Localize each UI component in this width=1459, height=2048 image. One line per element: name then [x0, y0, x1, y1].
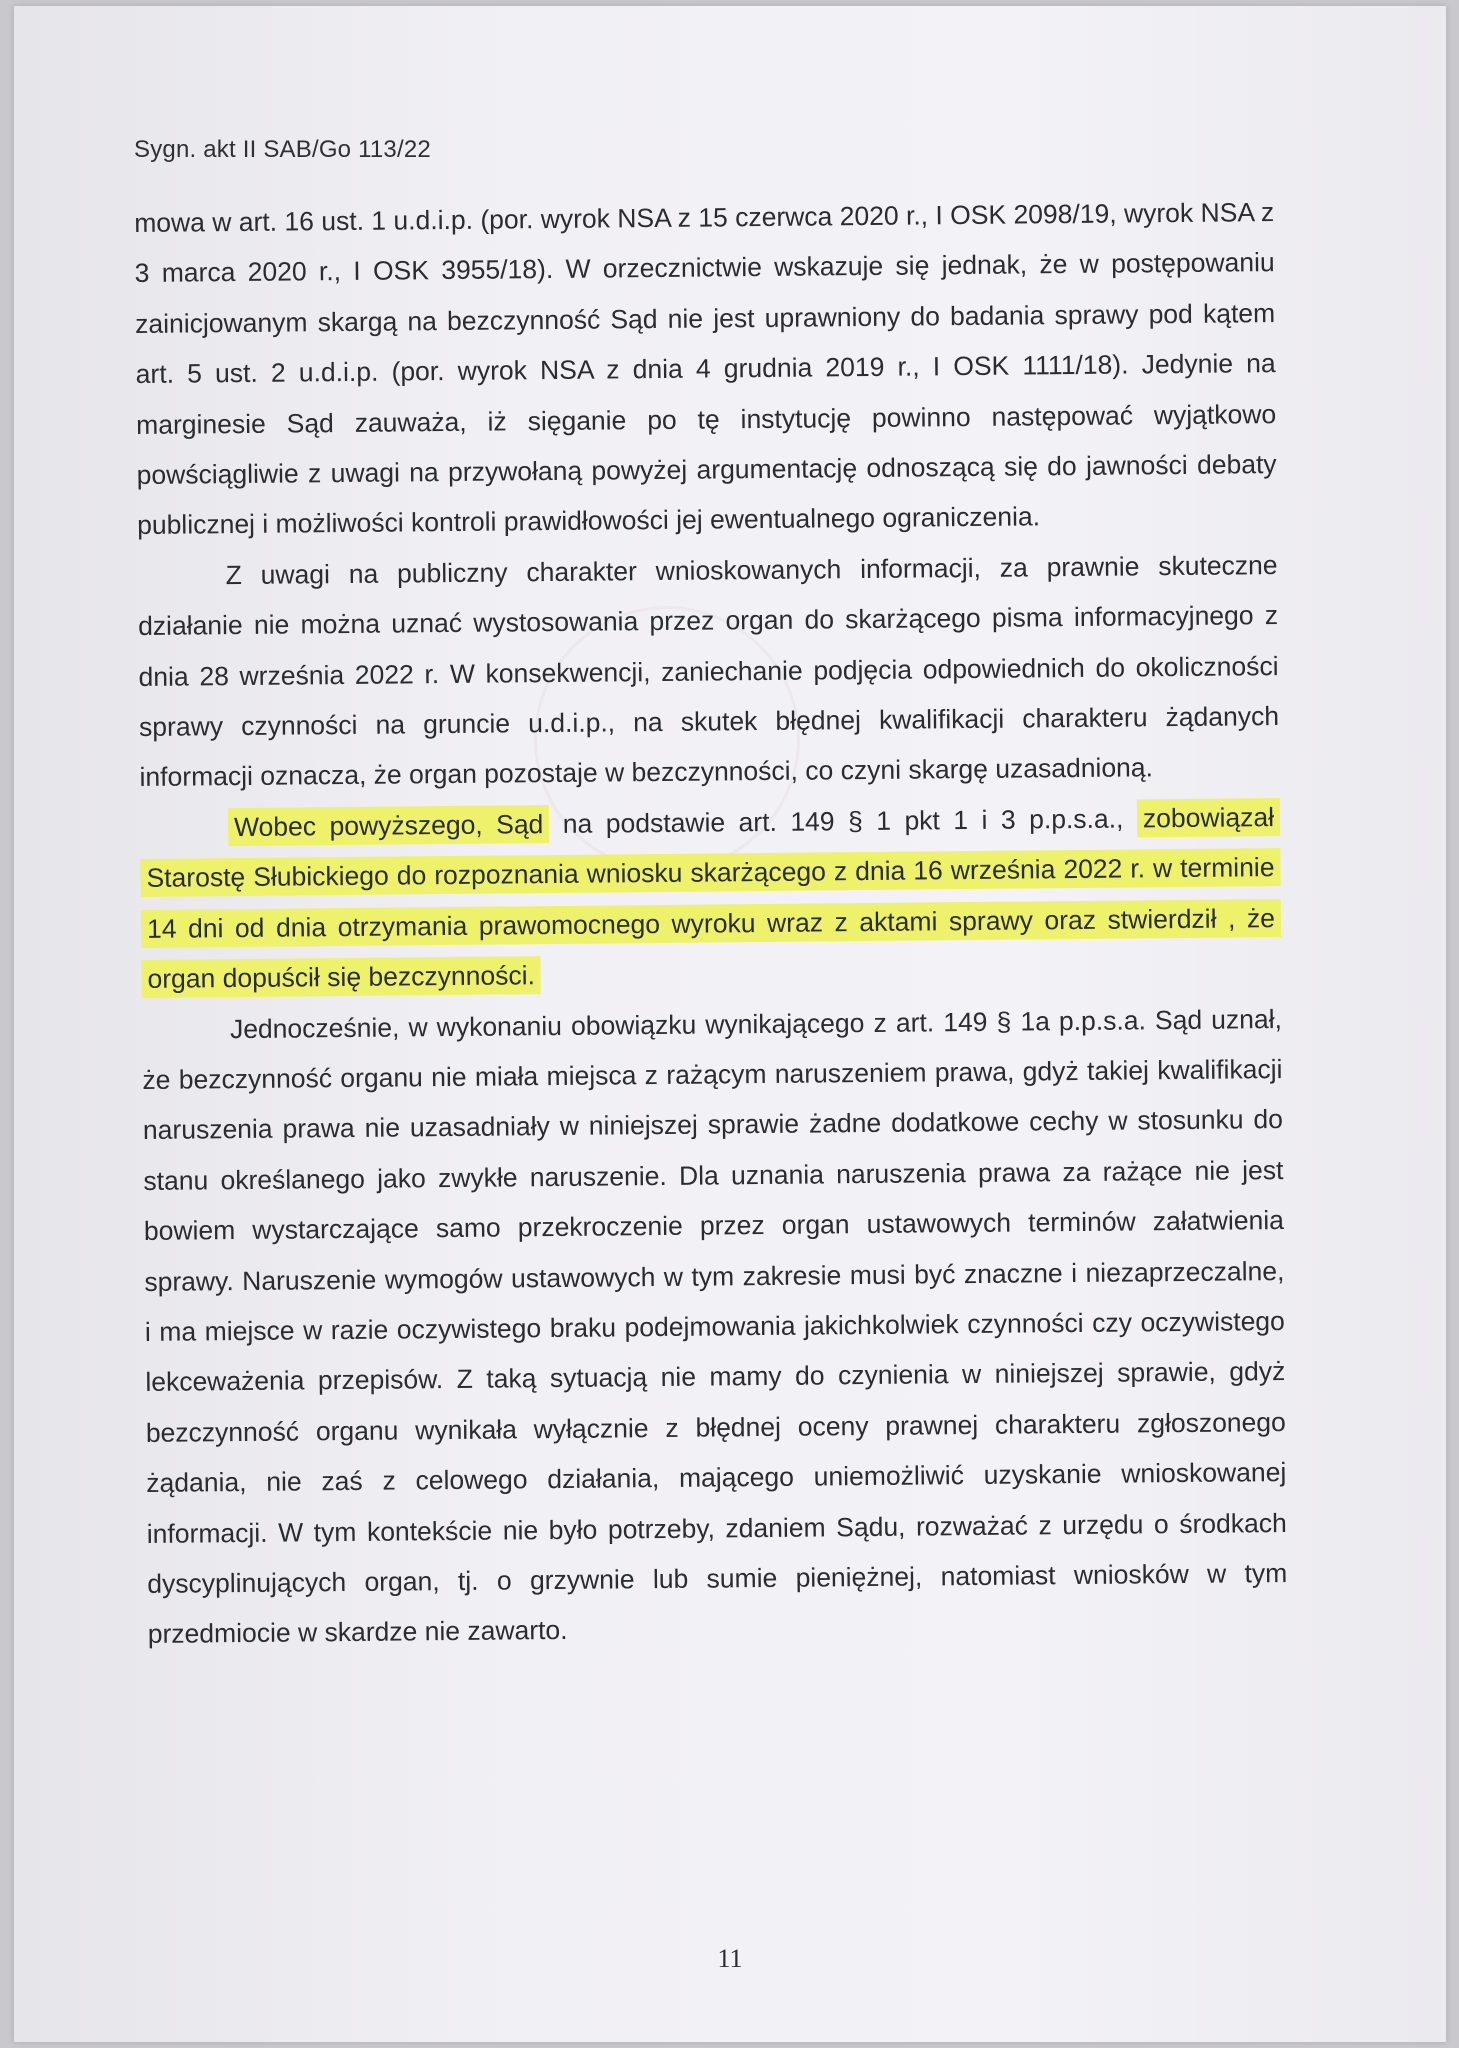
paragraph-3-highlighted	[140, 792, 1282, 1005]
document-page	[14, 6, 1446, 2042]
paragraph-4: Jednocześnie, w wykonaniu obowiązku wynikającego z art. 149 § 1a p.p.s.a. Sąd uznał, że bezczynność organu nie miała miejsca z rażącym naruszeniem prawa, gdyż takiej kwalifikacji naruszenia prawa nie uzasadniały w niniejszej sprawie żadne dodatkowe cechy w stosunku do stanu określanego jako zwykłe naruszenie. Dla uznania naruszenia prawa za rażące nie jest bowiem wystarczające samo przekroczenie przez organ ustawowych terminów załatwienia sprawy. Naruszenie wymogów ustawowych w tym zakresie musi być znaczne i niezaprzeczalne, i ma miejsce w razie oczywistego braku podejmowania jakichkolwiek czynności czy oczywistego lekceważenia przepisów. Z taką sytuacją nie mamy do czynienia w niniejszej sprawie, gdyż bezczynność organu wynikała wyłącznie z błędnej oceny prawnej charakteru zgłoszonego żądania, nie zaś z celowego działania, mającego uniemożliwić uzyskanie wnioskowanej informacji. W tym kontekście nie było potrzeby, zdaniem Sądu, rozważać z urzędu o środkach dyscyplinujących organ, tj. o grzywnie lub sumie pieniężnej, natomiast wniosków w tym przedmiocie w skardze nie zawarto.	[142, 1003, 1288, 1650]
page-number: 11	[717, 1944, 743, 1973]
document-body	[134, 187, 1288, 1660]
paragraph-2: Z uwagi na publiczny charakter wnioskowanych informacji, za prawnie skuteczne działanie nie można uznać wystosowania przez organ do skarżącego pisma informacyjnego z dnia 28 września 2022 r. W konsekwencji, zaniechanie podjęcia odpowiednich do okoliczności sprawy czynności na gruncie u.d.i.p., na skutek błędnej kwalifikacji charakteru żądanych informacji oznacza, że organ pozostaje w bezczynności, co czyni skargę uzasadnioną.	[137, 549, 1280, 793]
paragraph-3-middle-text: na podstawie art. 149 § 1 pkt 1 i 3 p.p.s.a.,	[549, 803, 1138, 839]
paragraph-1: mowa w art. 16 ust. 1 u.d.i.p. (por. wyrok NSA z 15 czerwca 2020 r., I OSK 2098/19, wyrok NSA z 3 marca 2020 r., I OSK 3955/18). W orzecznictwie wskazuje się jednak, że w postępowaniu zainicjowanym skargą na bezczynność Sąd nie jest uprawniony do badania sprawy pod kątem art. 5 ust. 2 u.d.i.p. (por. wyrok NSA z dnia 4 grudnia 2019 r., I OSK 1111/18). Jedynie na marginesie Sąd zauważa, iż sięganie po tę instytucję powinno następować wyjątkowo powściągliwie z uwagi na przywołaną powyżej argumentację odnoszącą się do jawności debaty publicznej i możliwości kontroli prawidłowości jej ewentualnego ograniczenia.	[134, 197, 1277, 541]
highlighted-text-end: zobowiązał Starostę Słubickiego do rozpoznania wniosku skarżącego z dnia 16 września 2022 r. w terminie 14 dni od dnia otrzymania prawomocnego wyroku wraz z aktami sprawy oraz stwierdził , że organ dopuścił się bezczynności.	[140, 798, 1281, 998]
highlighted-text-start: Wobec powyższego, Sąd	[228, 805, 550, 846]
case-signature: Sygn. akt II SAB/Go 113/22	[134, 136, 431, 163]
